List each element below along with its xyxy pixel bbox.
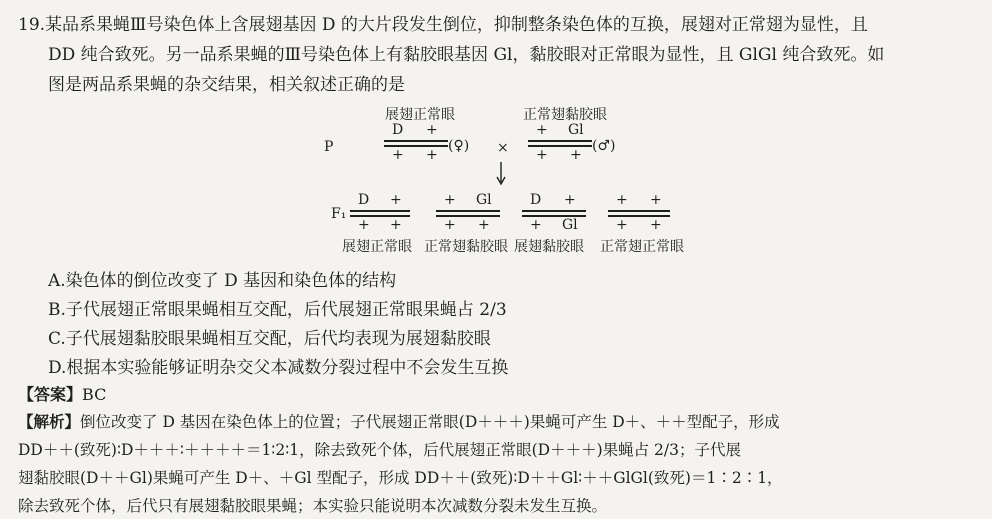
parent-2-chromosome bbox=[528, 122, 592, 166]
parent-1-chromosome bbox=[384, 122, 448, 166]
explanation-line-1 bbox=[18, 410, 780, 432]
question-stem-2: DD 纯合致死。另一品系果蝇的Ⅲ号染色体上有黏胶眼基因 Gl，黏胶眼对正常眼为显性，且 GlGl 纯合致死。如 bbox=[48, 45, 885, 65]
offspring-1-bottom-1: + bbox=[358, 217, 370, 233]
offspring-2-chromosome bbox=[436, 192, 500, 236]
offspring-2-bottom-2: + bbox=[478, 217, 490, 233]
option-a: A.染色体的倒位改变了 D 基因和染色体的结构 bbox=[48, 271, 397, 291]
parent-2-title: 正常翅黏胶眼 bbox=[523, 107, 607, 123]
parent-1-bottom-2: + bbox=[426, 147, 438, 163]
offspring-4-top-1: + bbox=[616, 192, 628, 208]
offspring-3-chromosome bbox=[522, 192, 586, 236]
parent-1-title: 展翅正常眼 bbox=[385, 107, 455, 123]
option-d: D.根据本实验能够证明杂交父本减数分裂过程中不会发生互换 bbox=[48, 358, 509, 378]
parent-1-bottom-1: + bbox=[392, 147, 404, 163]
answer-value: BC bbox=[82, 385, 107, 404]
offspring-3-bottom-1: + bbox=[530, 217, 542, 233]
explanation-label: 【解析】 bbox=[18, 412, 81, 431]
explanation-text-4: 除去致死个体，后代只有展翅黏胶眼果蝇；本实验只能说明本次减数分裂未发生互换。 bbox=[18, 497, 608, 515]
parent-1-top-2: + bbox=[426, 122, 438, 138]
cross-symbol: × bbox=[497, 140, 509, 156]
offspring-1-chromosome bbox=[350, 192, 410, 236]
answer-line bbox=[18, 382, 106, 405]
offspring-4-bottom-1: + bbox=[616, 217, 628, 233]
p-label: P bbox=[324, 139, 334, 155]
explanation-text-2: DD＋＋(致死)∶D＋＋＋∶＋＋＋＋＝1∶2∶1，除去致死个体，后代展翅正常眼(D＋＋＋)果蝇占 2/3；子代展 bbox=[18, 441, 741, 459]
explanation-text-3: 翅黏胶眼(D＋＋Gl)果蝇可产生 D＋、＋Gl 型配子，形成 DD＋＋(致死)∶D＋＋Gl∶＋＋GlGl(致死)＝1∶2∶1， bbox=[18, 469, 783, 487]
offspring-1-top-1: D bbox=[358, 192, 370, 208]
offspring-3-bottom-2: Gl bbox=[562, 217, 578, 233]
offspring-3-top-2: + bbox=[564, 192, 576, 208]
offspring-4-label: 正常翅正常眼 bbox=[600, 239, 684, 255]
parent-1-sex: (♀) bbox=[448, 138, 470, 154]
parent-2-top-1: + bbox=[536, 122, 548, 138]
offspring-1-label: 展翅正常眼 bbox=[342, 239, 412, 255]
parent-2-bottom-2: + bbox=[570, 147, 582, 163]
parent-2-top-2: Gl bbox=[568, 122, 584, 138]
question-number: 19. bbox=[18, 15, 46, 35]
f1-label: F₁ bbox=[331, 206, 347, 222]
offspring-2-top-2: Gl bbox=[476, 192, 492, 208]
explanation-text-1: 倒位改变了 D 基因在染色体上的位置；子代展翅正常眼(D＋＋＋)果蝇可产生 D＋、＋＋型配子，形成 bbox=[80, 413, 780, 431]
offspring-3-top-1: D bbox=[530, 192, 542, 208]
option-c: C.子代展翅黏胶眼果蝇相互交配，后代均表现为展翅黏胶眼 bbox=[48, 329, 491, 349]
down-arrow-icon bbox=[495, 162, 507, 186]
parent-1-top-1: D bbox=[392, 122, 404, 138]
offspring-3-label: 展翅黏胶眼 bbox=[514, 239, 584, 255]
offspring-2-top-1: + bbox=[444, 192, 456, 208]
question-stem-1: 某品系果蝇Ⅲ号染色体上含展翅基因 D 的大片段发生倒位，抑制整条染色体的互换，展翅对正常翅为显性，且 bbox=[45, 15, 868, 35]
offspring-2-label: 正常翅黏胶眼 bbox=[424, 239, 508, 255]
offspring-4-top-2: + bbox=[650, 192, 662, 208]
option-b: B.子代展翅正常眼果蝇相互交配，后代展翅正常眼果蝇占 2/3 bbox=[48, 300, 507, 320]
offspring-1-top-2: + bbox=[390, 192, 402, 208]
offspring-4-bottom-2: + bbox=[650, 217, 662, 233]
offspring-4-chromosome bbox=[608, 192, 670, 236]
parent-2-bottom-1: + bbox=[536, 147, 548, 163]
question-stem-3: 图是两品系果蝇的杂交结果，相关叙述正确的是 bbox=[48, 75, 405, 95]
parent-2-sex: (♂) bbox=[592, 138, 616, 154]
answer-label: 【答案】 bbox=[18, 385, 83, 404]
offspring-1-bottom-2: + bbox=[390, 217, 402, 233]
offspring-2-bottom-1: + bbox=[444, 217, 456, 233]
